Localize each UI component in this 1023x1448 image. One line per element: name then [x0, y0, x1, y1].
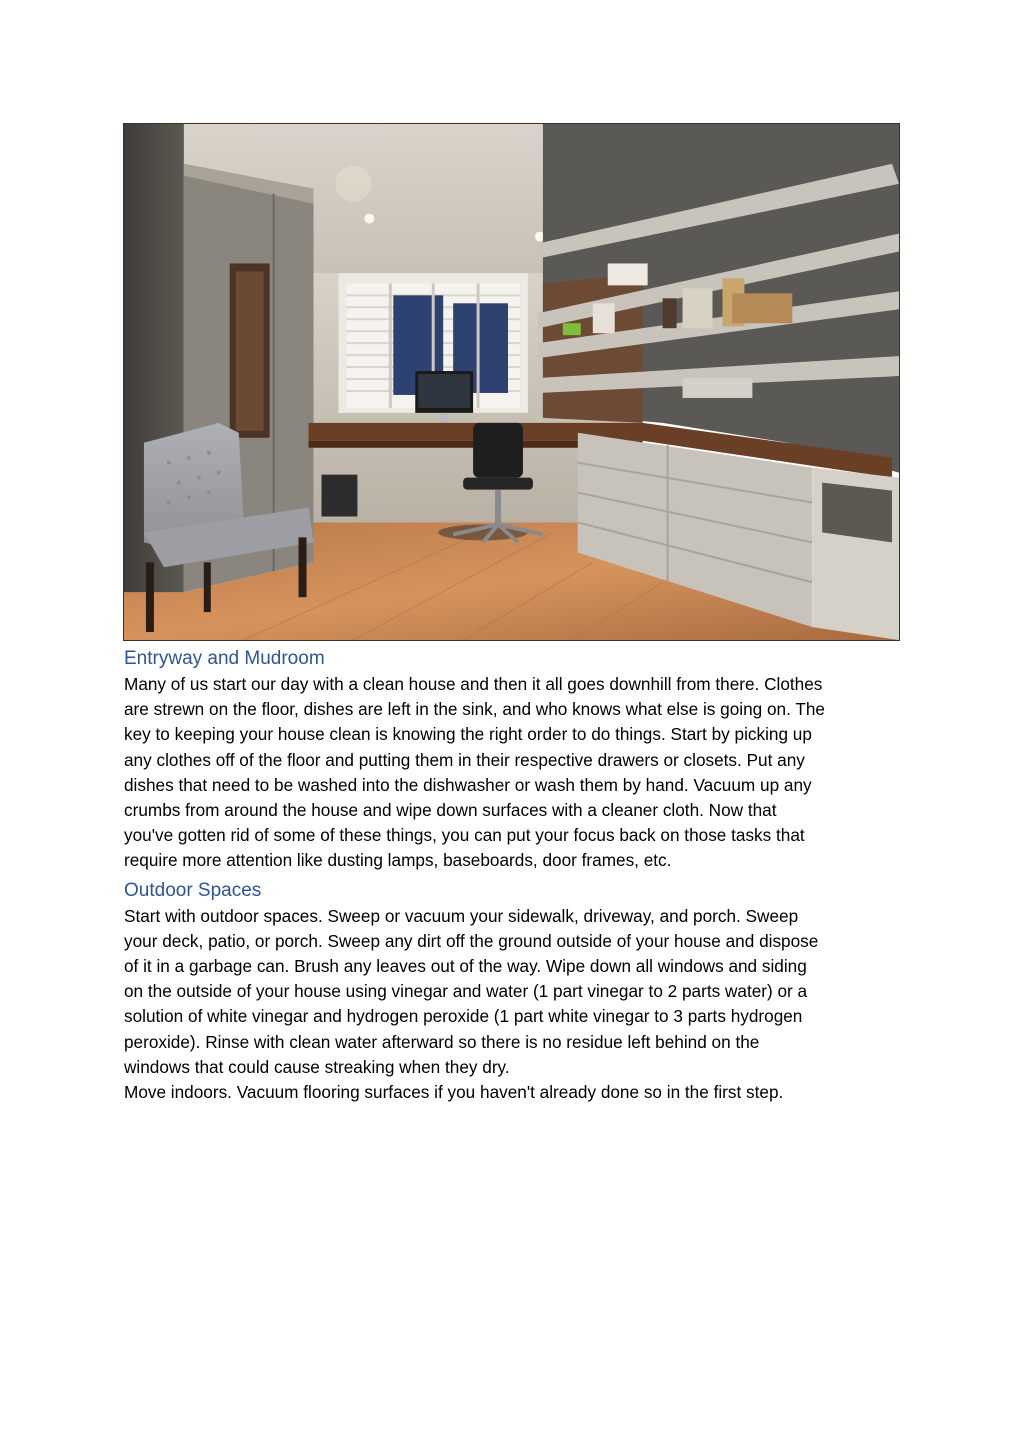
paragraph-line: dishes that need to be washed into the dishwasher or wash them by hand. Vacuum up any [124, 774, 812, 795]
article-body [124, 646, 904, 1105]
paragraph-line: require more attention like dusting lamps, baseboards, door frames, etc. [124, 850, 672, 871]
section-heading: Entryway and Mudroom [124, 648, 325, 669]
paragraph-line: on the outside of your house using vinegar and water (1 part vinegar to 2 parts water) or a [124, 981, 808, 1002]
paragraph-line: of it in a garbage can. Brush any leaves out of the way. Wipe down all windows and siding [124, 956, 807, 977]
paragraph-line: Start with outdoor spaces. Sweep or vacuum your sidewalk, driveway, and porch. Sweep [124, 905, 799, 926]
paragraph-line: Many of us start our day with a clean house and then it all goes downhill from there. Clothes [124, 674, 823, 694]
section-heading: Outdoor Spaces [124, 879, 262, 901]
section-paragraph [124, 672, 904, 874]
paragraph-line: any clothes off of the floor and putting them in their respective drawers or closets. Put any [124, 749, 805, 770]
section-entryway [124, 646, 904, 874]
paragraph-line: you've gotten rid of some of these things, you can put your focus back on those tasks that [124, 825, 805, 846]
paragraph-line: key to keeping your house clean is knowing the right order to do things. Start by picking up [124, 724, 812, 745]
paragraph-line: Move indoors. Vacuum flooring surfaces if you haven't already done so in the first step. [124, 1082, 784, 1103]
home-office-photo [123, 123, 900, 641]
paragraph-line: solution of white vinegar and hydrogen peroxide (1 part white vinegar to 3 parts hydrogen [124, 1006, 803, 1027]
paragraph-line: your deck, patio, or porch. Sweep any dirt off the ground outside of your house and dispose [124, 930, 819, 951]
paragraph-line: are strewn on the floor, dishes are left in the sink, and who knows what else is going on. The [124, 699, 825, 720]
section-paragraph [124, 904, 904, 1106]
paragraph-line: peroxide). Rinse with clean water afterward so there is no residue left behind on the [124, 1031, 760, 1052]
paragraph-line: crumbs from around the house and wipe down surfaces with a cleaner cloth. Now that [124, 800, 777, 821]
paragraph-line: windows that could cause streaking when they dry. [124, 1056, 510, 1077]
home-office-illustration [124, 124, 899, 640]
section-outdoor [124, 878, 904, 1106]
